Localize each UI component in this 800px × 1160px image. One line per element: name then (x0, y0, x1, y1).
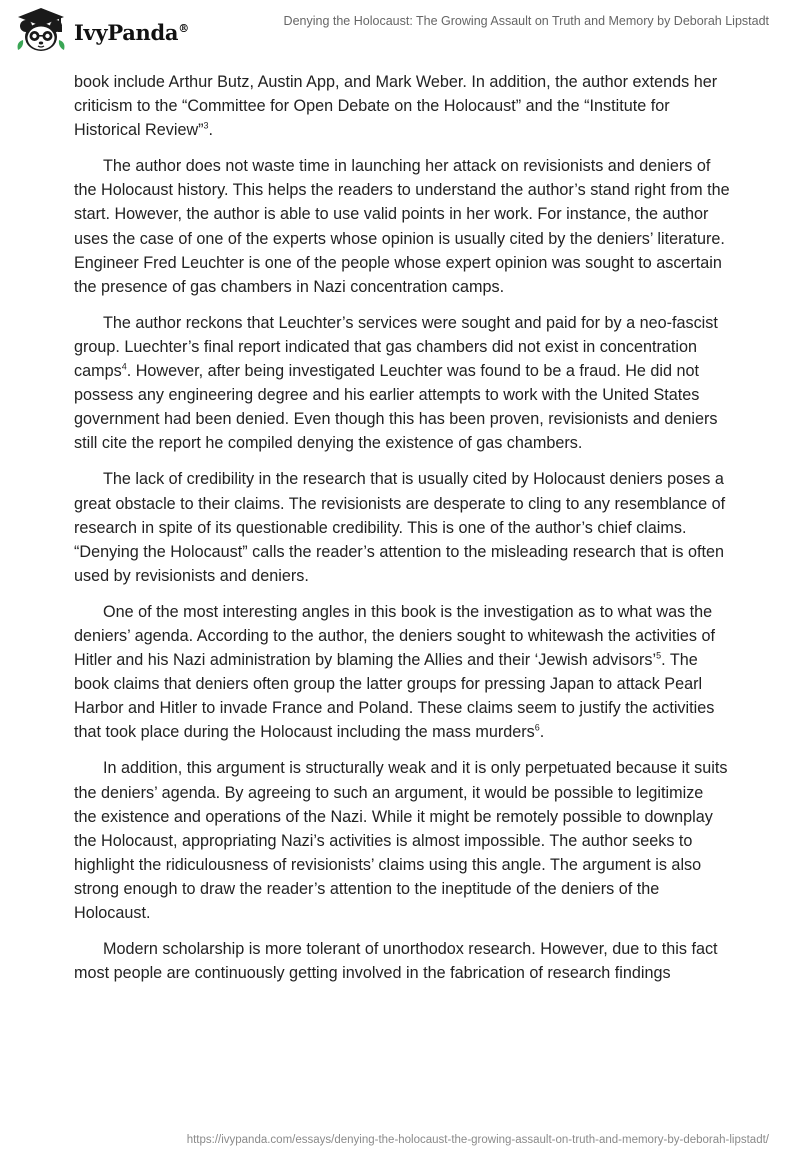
page-header (0, 0, 800, 64)
footnote-ref[interactable]: 3 (203, 120, 209, 131)
paragraph: The author does not waste time in launching her attack on revisionists and deniers of the Holocaust history. This helps the readers to understand the author’s stand right from the start. However, the author is able to use valid points in her work. For instance, the author uses the case of one of the experts whose opinion is usually cited by the deniers’ literature. Engineer Fred Leuchter is one of the people whose expert opinion was sought to ascertain the presence of gas chambers in Nazi concentration camps. (74, 157, 730, 296)
paragraph: In addition, this argument is structurally weak and it is only perpetuated because it suits the deniers’ agenda. By agreeing to such an argument, it would be possible to legitimize the existence and operations of the Nazi. While it might be remotely possible to downplay the Holocaust, appropriating Nazi’s activities is almost impossible. The author seeks to highlight the ridiculousness of revisionists’ claims using this angle. The argument is also strong enough to draw the reader’s attention to the ineptitude of the deniers of the Holocaust. (74, 759, 728, 922)
footnote-ref[interactable]: 4 (121, 361, 127, 372)
footnote-ref[interactable]: 5 (656, 650, 662, 661)
paragraph: book include Arthur Butz, Austin App, and Mark Weber. In addition, the author extends her criticism to the “Committee for Open Debate on the Holocaust” and the “Institute for Historical Review”$^3$. (74, 73, 718, 140)
paragraph: One of the most interesting angles in this book is the investigation as to what was the deniers’ agenda. According to the author, the deniers sought to whitewash the activities of Hitler and his Nazi administration by blaming the Allies and their ‘Jewish advisors’$^5$. The book claims that deniers often group the latter groups for pressing Japan to attack Pearl Harbor and Hitler to invade France and Poland. These claims seem to justify the activities that took place during the Holocaust including the mass murders$^6$. (74, 602, 716, 742)
paragraph: The lack of credibility in the research that is usually cited by Holocaust deniers poses a great obstacle to their claims. The revisionists are desperate to cling to any resemblance of research in spite of its questionable credibility. This is one of the author’s chief claims. “Denying the Holocaust” calls the reader’s attention to the misleading research that is often used by revisionists and deniers. (74, 470, 726, 585)
panda-graduate-icon (14, 6, 68, 54)
paragraph: Modern scholarship is more tolerant of unorthodox research. However, due to this fact most people are continuously getting involved in the fabrication of research findings (74, 940, 718, 983)
footnote-ref[interactable]: 6 (534, 722, 540, 733)
essay-body (74, 70, 730, 997)
source-url[interactable]: https://ivypanda.com/essays/denying-the-holocaust-the-growing-assault-on-truth-and-memory-by-deborah-lipstadt/ (186, 1134, 769, 1146)
paragraph: The author reckons that Leuchter’s services were sought and paid for by a neo-fascist group. Luechter’s final report indicated that gas chambers did not exist in concentration camps$^4$. However, after being investigated Leuchter was found to be a fraud. He did not possess any engineering degree and his earlier attempts to work with the United States government had been denied. Even though this has been proven, revisionists and deniers still cite the report he compiled denying the existence of gas chambers. (74, 313, 718, 453)
document-title: Denying the Holocaust: The Growing Assault on Truth and Memory by Deborah Lipstadt (283, 14, 769, 28)
brand-name: IvyPanda® (74, 19, 189, 45)
brand-logo[interactable] (14, 6, 189, 54)
